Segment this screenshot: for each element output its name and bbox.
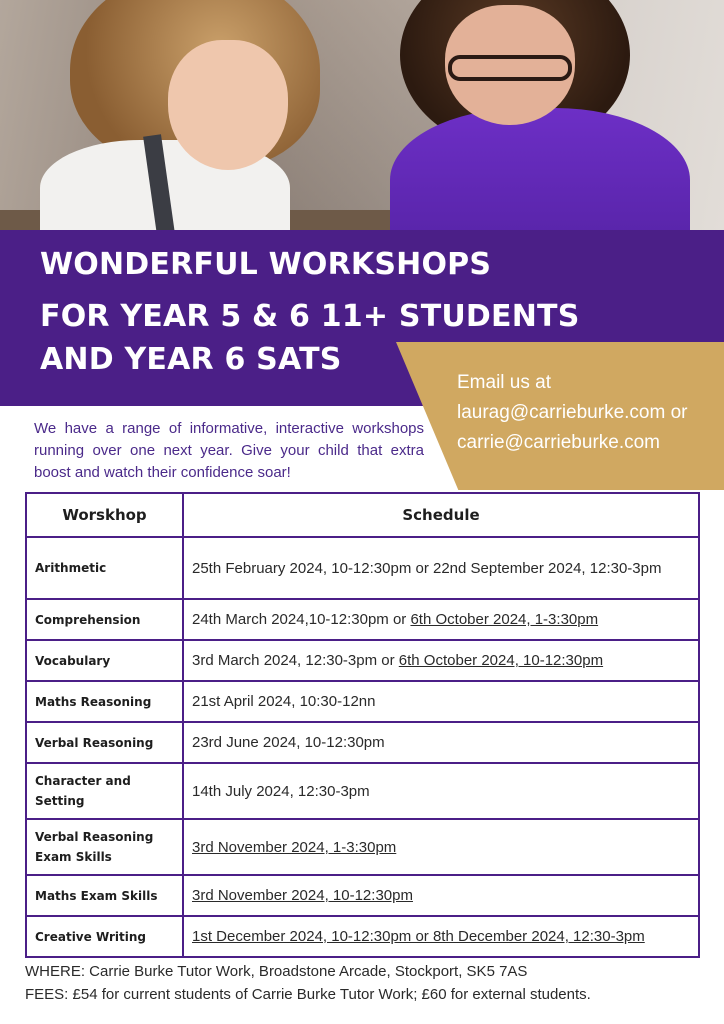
intro-text: We have a range of informative, interactive workshops running over one next year. Give your child that extra boost and watch their confidence soar! — [34, 420, 424, 481]
schedule-link[interactable]: 3rd November 2024, 10-12:30pm — [192, 887, 413, 904]
workshop-name: Maths Exam Skills — [26, 875, 183, 916]
header-schedule: Schedule — [183, 493, 699, 537]
schedule-text: 23rd June 2024, 10-12:30pm — [192, 734, 385, 751]
page-title-line-1: WONDERFUL WORKSHOPS — [40, 247, 492, 282]
table-row — [26, 819, 699, 875]
workshop-schedule — [183, 681, 699, 722]
workshop-name: Verbal Reasoning Exam Skills — [26, 819, 183, 875]
schedule-text: 21st April 2024, 10:30-12nn — [192, 693, 376, 710]
schedule-link[interactable]: 3rd November 2024, 1-3:30pm — [192, 838, 397, 856]
schedule-text: 25th February 2024, 10-12:30pm or 22nd September 2024, 12:30-3pm — [192, 559, 662, 577]
table-row — [26, 537, 699, 599]
workshop-name: Verbal Reasoning — [26, 722, 183, 763]
table-row — [26, 916, 699, 957]
contact-email-1[interactable]: laurag@carrieburke.com or — [457, 402, 688, 423]
contact-line-1: Email us at — [457, 372, 551, 393]
workshop-name: Arithmetic — [26, 537, 183, 599]
table-header-row — [26, 493, 699, 537]
page-title-line-2: FOR YEAR 5 & 6 11+ STUDENTS — [40, 299, 580, 334]
table-row — [26, 681, 699, 722]
workshop-schedule — [183, 599, 699, 640]
where-text: WHERE: Carrie Burke Tutor Work, Broadstone Arcade, Stockport, SK5 7AS — [25, 963, 528, 980]
table-row — [26, 763, 699, 819]
table-row — [26, 722, 699, 763]
photo-girl-face — [168, 40, 288, 170]
workshop-schedule — [183, 763, 699, 819]
workshop-schedule — [183, 722, 699, 763]
schedule-link[interactable]: 1st December 2024, 10-12:30pm or 8th December 2024, 12:30-3pm — [192, 928, 645, 945]
workshop-schedule — [183, 875, 699, 916]
schedule-link[interactable]: 6th October 2024, 1-3:30pm — [410, 611, 599, 628]
table-row — [26, 599, 699, 640]
workshop-name: Vocabulary — [26, 640, 183, 681]
schedule-text: 24th March 2024,10-12:30pm or — [192, 611, 411, 628]
contact-email-2[interactable]: carrie@carrieburke.com — [457, 432, 661, 453]
workshop-schedule — [183, 916, 699, 957]
table-row — [26, 875, 699, 916]
workshop-schedule — [183, 819, 699, 875]
schedule-text: 14th July 2024, 12:30-3pm — [192, 782, 370, 800]
workshop-schedule — [183, 640, 699, 681]
workshop-name: Creative Writing — [26, 916, 183, 957]
table-row — [26, 640, 699, 681]
schedule-text: 3rd March 2024, 12:30-3pm or — [192, 652, 399, 669]
workshop-name: Character and Setting — [26, 763, 183, 819]
schedule-link[interactable]: 6th October 2024, 10-12:30pm — [398, 652, 604, 669]
workshop-name: Comprehension — [26, 599, 183, 640]
workshop-schedule — [183, 537, 699, 599]
hero-photo — [0, 0, 724, 232]
photo-glasses — [448, 55, 572, 81]
header-workshop: Worskhop — [26, 493, 183, 537]
page-title-line-3: AND YEAR 6 SATS — [40, 342, 342, 377]
photo-woman-top — [390, 108, 690, 232]
schedule-table — [25, 492, 700, 958]
workshop-name: Maths Reasoning — [26, 681, 183, 722]
fees-text: FEES: £54 for current students of Carrie Burke Tutor Work; £60 for external students. — [25, 986, 591, 1003]
